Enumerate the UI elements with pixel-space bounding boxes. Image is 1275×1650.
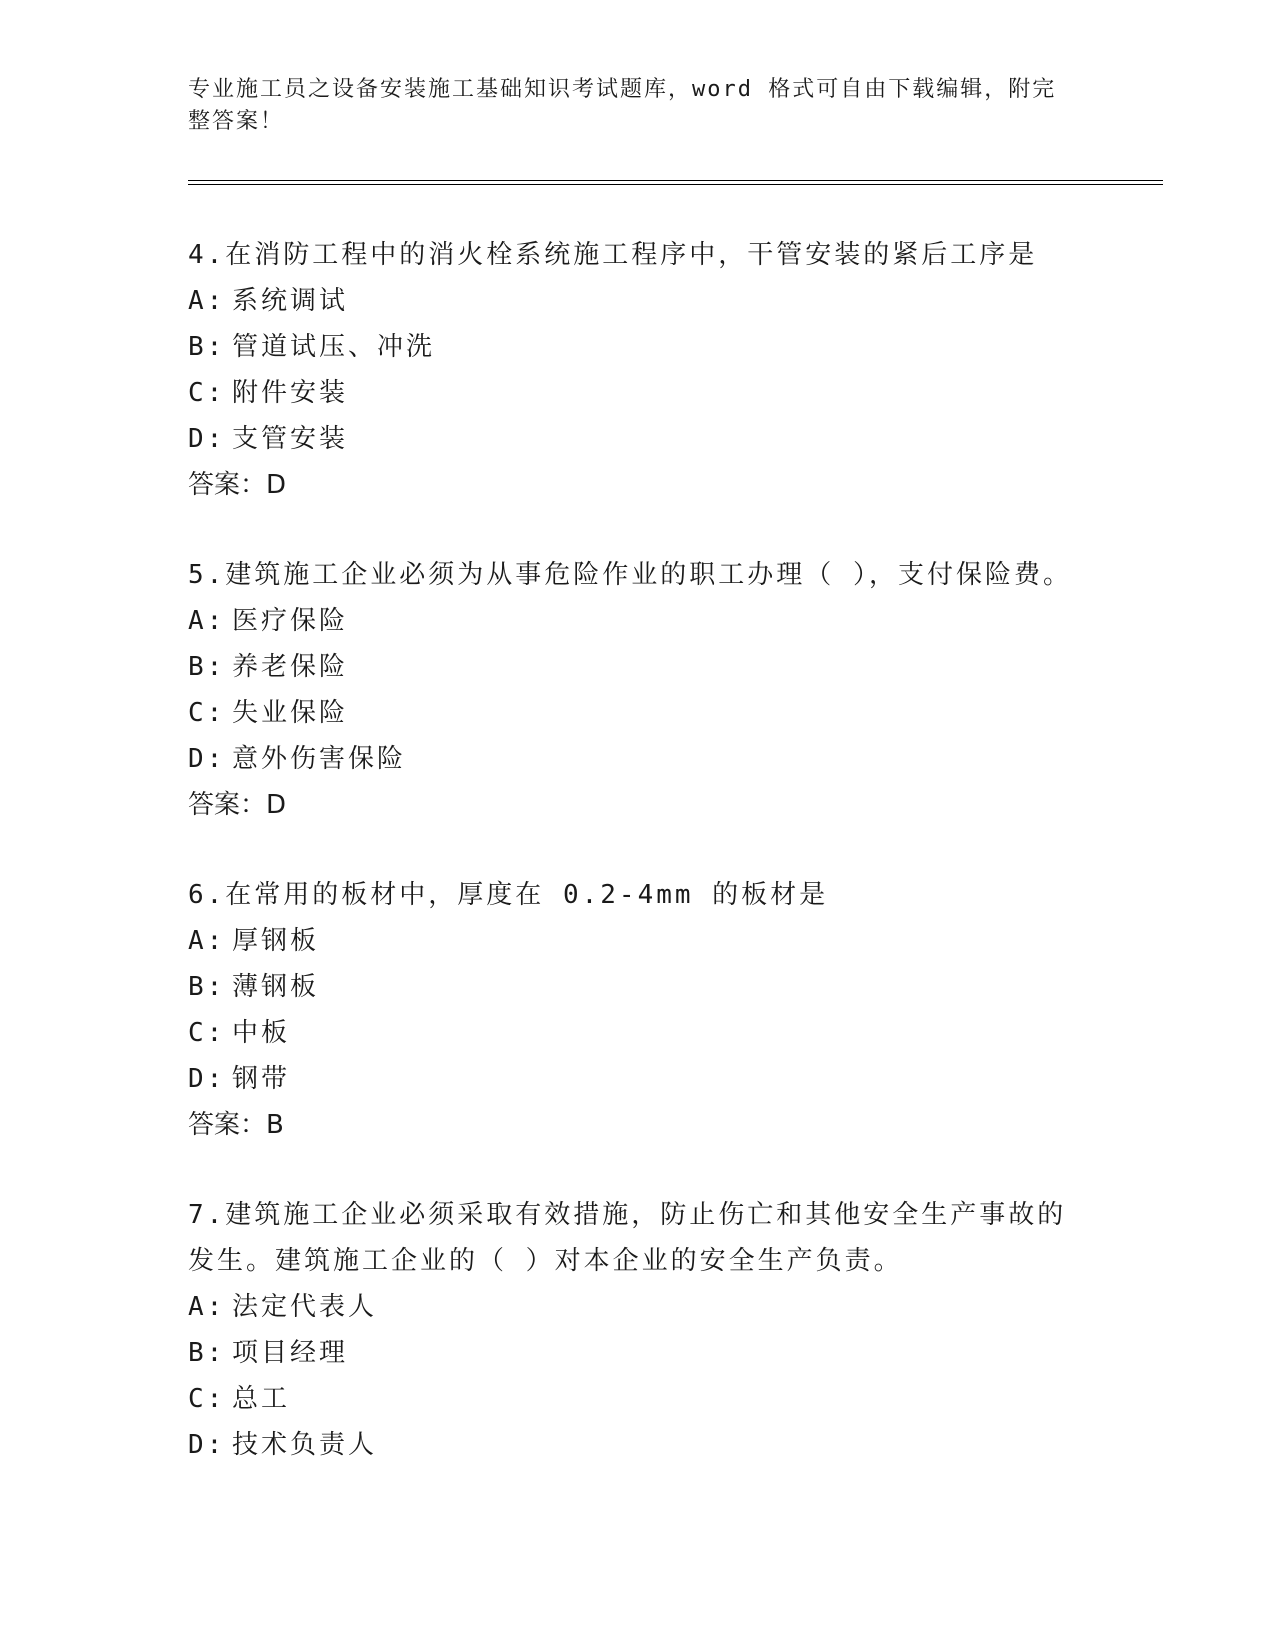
question-option <box>188 644 1088 690</box>
question-option <box>188 690 1088 736</box>
question-option <box>188 1056 1088 1102</box>
option-key: C: <box>188 1384 226 1414</box>
option-text: 养老保险 <box>232 652 349 682</box>
option-text: 薄钢板 <box>232 972 320 1002</box>
question-option <box>188 1376 1088 1422</box>
option-key: D: <box>188 1064 226 1094</box>
question-stem: 5.建筑施工企业必须为从事危险作业的职工办理（ ），支付保险费。 <box>188 560 1072 590</box>
option-key: B: <box>188 1338 226 1368</box>
option-text: 厚钢板 <box>232 926 320 956</box>
question-answer: 答案：B <box>188 1110 284 1140</box>
question-option <box>188 918 1088 964</box>
option-key: A: <box>188 926 226 956</box>
option-text: 钢带 <box>232 1064 291 1094</box>
question-option <box>188 1010 1088 1056</box>
option-key: C: <box>188 1018 226 1048</box>
option-text: 技术负责人 <box>232 1430 378 1460</box>
question-item <box>188 232 1088 508</box>
option-text: 中板 <box>232 1018 291 1048</box>
option-text: 系统调试 <box>232 286 349 316</box>
option-text: 总工 <box>232 1384 291 1414</box>
question-option <box>188 324 1088 370</box>
question-stem: 4.在消防工程中的消火栓系统施工程序中，干管安装的紧后工序是 <box>188 240 1038 270</box>
document-header: 专业施工员之设备安装施工基础知识考试题库，word 格式可自由下载编辑，附完整答案！ <box>188 77 1057 134</box>
question-option <box>188 278 1088 324</box>
question-option <box>188 736 1088 782</box>
option-key: D: <box>188 744 226 774</box>
header-divider <box>188 180 1163 185</box>
option-key: B: <box>188 652 226 682</box>
question-list <box>188 232 1088 1512</box>
option-text: 项目经理 <box>232 1338 349 1368</box>
question-stem: 7.建筑施工企业必须采取有效措施，防止伤亡和其他安全生产事故的发生。建筑施工企业的（ ）对本企业的安全生产负责。 <box>188 1200 1067 1276</box>
option-key: A: <box>188 606 226 636</box>
option-text: 失业保险 <box>232 698 349 728</box>
question-stem: 6.在常用的板材中，厚度在 0.2-4mm 的板材是 <box>188 880 829 910</box>
question-option <box>188 370 1088 416</box>
question-item <box>188 552 1088 828</box>
option-key: A: <box>188 286 226 316</box>
option-key: D: <box>188 1430 226 1460</box>
question-answer: 答案：D <box>188 470 287 500</box>
question-option <box>188 964 1088 1010</box>
question-item <box>188 872 1088 1148</box>
option-text: 附件安装 <box>232 378 349 408</box>
option-key: C: <box>188 378 226 408</box>
question-item <box>188 1192 1088 1468</box>
option-key: A: <box>188 1292 226 1322</box>
question-option <box>188 1330 1088 1376</box>
option-key: B: <box>188 332 226 362</box>
question-option <box>188 1422 1088 1468</box>
option-text: 医疗保险 <box>232 606 349 636</box>
question-option <box>188 416 1088 462</box>
question-option <box>188 598 1088 644</box>
question-answer: 答案：D <box>188 790 287 820</box>
option-text: 意外伤害保险 <box>232 744 407 774</box>
option-key: D: <box>188 424 226 454</box>
option-text: 法定代表人 <box>232 1292 378 1322</box>
option-key: B: <box>188 972 226 1002</box>
option-key: C: <box>188 698 226 728</box>
option-text: 支管安装 <box>232 424 349 454</box>
option-text: 管道试压、冲洗 <box>232 332 436 362</box>
question-option <box>188 1284 1088 1330</box>
